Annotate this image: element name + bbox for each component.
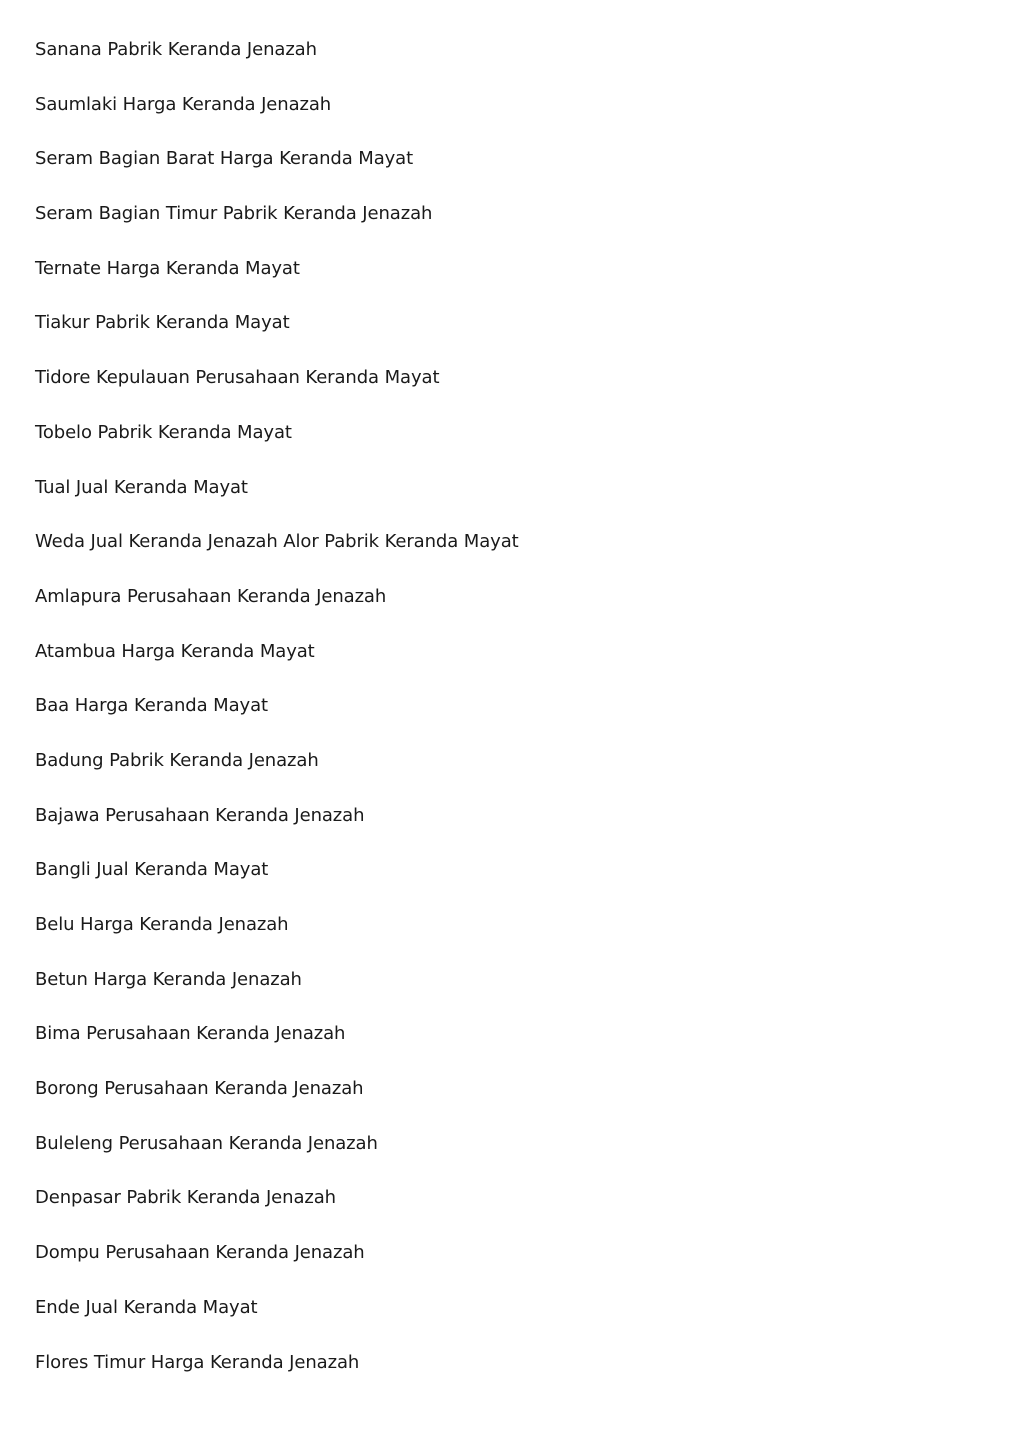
text-line: Dompu Perusahaan Keranda Jenazah bbox=[35, 1242, 365, 1264]
text-line: Tobelo Pabrik Keranda Mayat bbox=[35, 421, 292, 443]
text-line: Sanana Pabrik Keranda Jenazah bbox=[35, 39, 317, 60]
text-line: Tual Jual Keranda Mayat bbox=[35, 476, 248, 498]
text-line: Seram Bagian Barat Harga Keranda Mayat bbox=[35, 148, 414, 170]
text-line-list bbox=[35, 36, 519, 1403]
text-line: Tiakur Pabrik Keranda Mayat bbox=[35, 312, 290, 334]
text-line: Seram Bagian Timur Pabrik Keranda Jenazah bbox=[35, 203, 433, 225]
text-line: Bajawa Perusahaan Keranda Jenazah bbox=[35, 804, 365, 826]
text-line: Buleleng Perusahaan Keranda Jenazah bbox=[35, 1132, 378, 1154]
text-line: Flores Timur Harga Keranda Jenazah bbox=[35, 1351, 360, 1373]
text-line: Denpasar Pabrik Keranda Jenazah bbox=[35, 1187, 336, 1209]
text-line: Tidore Kepulauan Perusahaan Keranda Mayat bbox=[35, 367, 440, 389]
text-line: Betun Harga Keranda Jenazah bbox=[35, 968, 302, 990]
text-line: Saumlaki Harga Keranda Jenazah bbox=[35, 93, 332, 115]
text-line: Bangli Jual Keranda Mayat bbox=[35, 859, 269, 881]
text-line: Ternate Harga Keranda Mayat bbox=[35, 257, 300, 279]
text-line: Weda Jual Keranda Jenazah Alor Pabrik Keranda Mayat bbox=[35, 531, 519, 553]
text-line: Badung Pabrik Keranda Jenazah bbox=[35, 749, 319, 771]
text-line: Amlapura Perusahaan Keranda Jenazah bbox=[35, 585, 387, 607]
text-line: Baa Harga Keranda Mayat bbox=[35, 695, 268, 717]
text-line: Borong Perusahaan Keranda Jenazah bbox=[35, 1078, 364, 1100]
text-line: Atambua Harga Keranda Mayat bbox=[35, 640, 315, 662]
text-line: Belu Harga Keranda Jenazah bbox=[35, 914, 289, 935]
text-line: Bima Perusahaan Keranda Jenazah bbox=[35, 1023, 346, 1045]
text-line: Ende Jual Keranda Mayat bbox=[35, 1296, 258, 1318]
